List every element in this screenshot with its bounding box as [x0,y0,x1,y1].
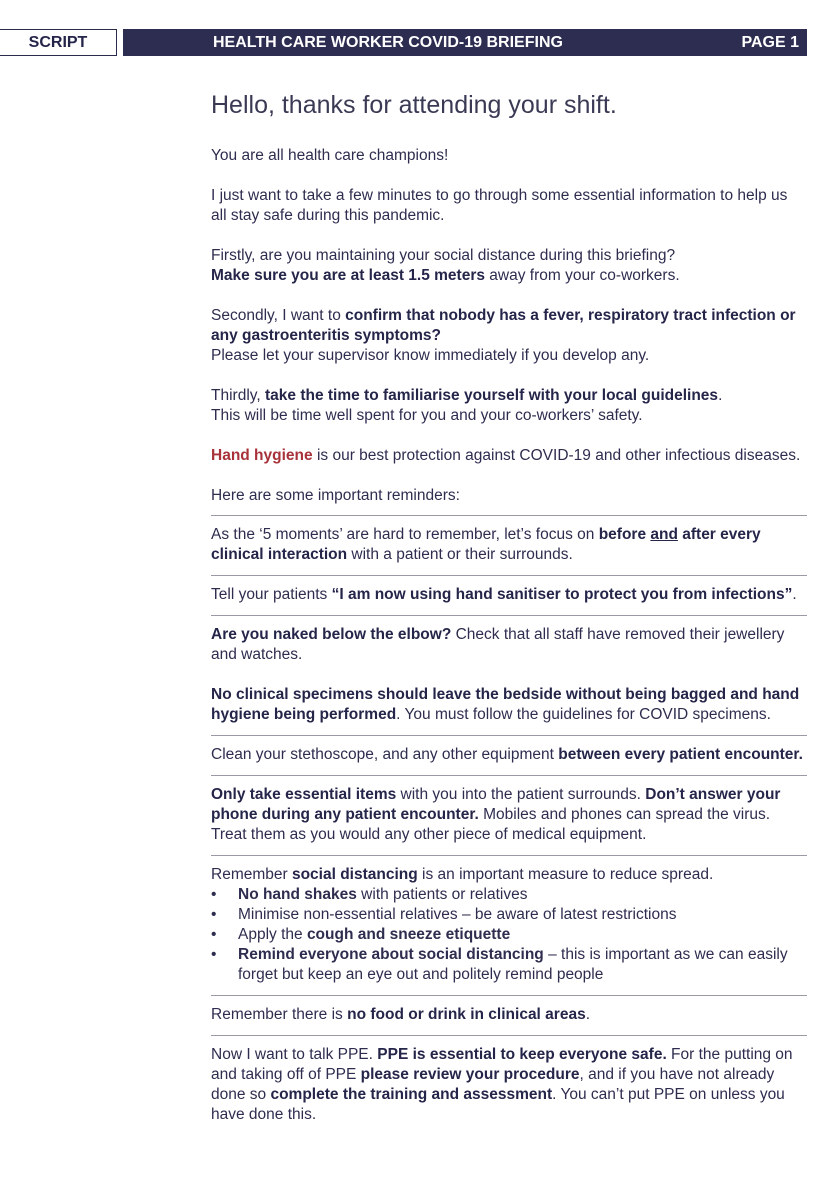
header-bar [123,29,807,56]
reminder-social-distancing: Remember social distancing is an important measure to reduce spread. • No hand shakes with patients or relatives • Minimise non-essential relatives – be aware of latest restrictions • Apply the cough and sneeze etiquette • Remind everyone about social distancing – this is important as we can easily forget but keep an eye out and politely remind people [211,865,807,985]
reminder-ppe: Now I want to talk PPE. PPE is essential to keep everyone safe. For the putting on and taking off of PPE please review your procedure, and if you have not already done so complete the training and assessment. You can’t put PPE on unless you have done this. [211,1046,793,1123]
reminder-tell-patients: Tell your patients “I am now using hand sanitiser to protect you from infections”. [211,586,797,603]
paragraph-reminders-intro: Here are some important reminders: [211,487,460,504]
reminder-5-moments: As the ‘5 moments’ are hard to remember, let’s focus on before and after every clinical interaction with a patient or their surrounds. [211,526,761,563]
paragraph-symptoms: Secondly, I want to confirm that nobody has a fever, respiratory tract infection or any gastroenteritis symptoms? Please let your supervisor know immediately if you develop any. [211,307,796,364]
paragraph-hand-hygiene: Hand hygiene is our best protection against COVID-19 and other infectious diseases. [211,447,801,464]
divider [211,515,807,516]
bullet-icon: • [211,906,217,923]
hand-hygiene-highlight: Hand hygiene [211,447,313,464]
list-item: • Minimise non-essential relatives – be aware of latest restrictions [211,906,677,923]
briefing-title: HEALTH CARE WORKER COVID-19 BRIEFING [213,34,563,51]
bullet-icon: • [211,926,217,943]
list-item: • No hand shakes with patients or relatives [211,886,528,903]
paragraph-guidelines: Thirdly, take the time to familiarise yourself with your local guidelines. This will be time well spent for you and your co-workers’ safety. [211,387,723,424]
reminder-essential-items: Only take essential items with you into the patient surrounds. Don’t answer your phone during any patient encounter. Mobiles and phones can spread the virus. Treat them as you would any other piece of medical equipment. [211,786,781,843]
divider [211,575,807,576]
paragraph-intro: I just want to take a few minutes to go through some essential information to help us all stay safe during this pandemic. [211,187,788,224]
paragraph-champions: You are all health care champions! [211,147,449,164]
reminder-no-food: Remember there is no food or drink in clinical areas. [211,1006,590,1023]
divider [211,855,807,856]
social-distancing-list [211,885,807,985]
list-item: • Apply the cough and sneeze etiquette [211,926,511,943]
divider [211,995,807,996]
script-body [211,88,807,1135]
page-header [0,29,813,58]
divider [211,735,807,736]
reminder-specimens: No clinical specimens should leave the bedside without being bagged and hand hygiene being performed. You must follow the guidelines for COVID specimens. [211,686,800,723]
bullet-icon: • [211,886,217,903]
reminder-stethoscope: Clean your stethoscope, and any other equipment between every patient encounter. [211,746,803,763]
divider [211,1035,807,1036]
script-label: SCRIPT [0,29,117,56]
reminder-bare-below-elbow: Are you naked below the elbow? Check that all staff have removed their jewellery and watches. [211,626,785,663]
page-number: PAGE 1 [741,34,799,51]
list-item: • Remind everyone about social distancing – this is important as we can easily forget but keep an eye out and politely remind people [211,946,788,983]
bullet-icon: • [211,946,217,963]
paragraph-distance: Firstly, are you maintaining your social distance during this briefing? Make sure you are at least 1.5 meters away from your co-workers. [211,247,680,284]
greeting-heading: Hello, thanks for attending your shift. [211,91,617,119]
divider [211,775,807,776]
divider [211,615,807,616]
